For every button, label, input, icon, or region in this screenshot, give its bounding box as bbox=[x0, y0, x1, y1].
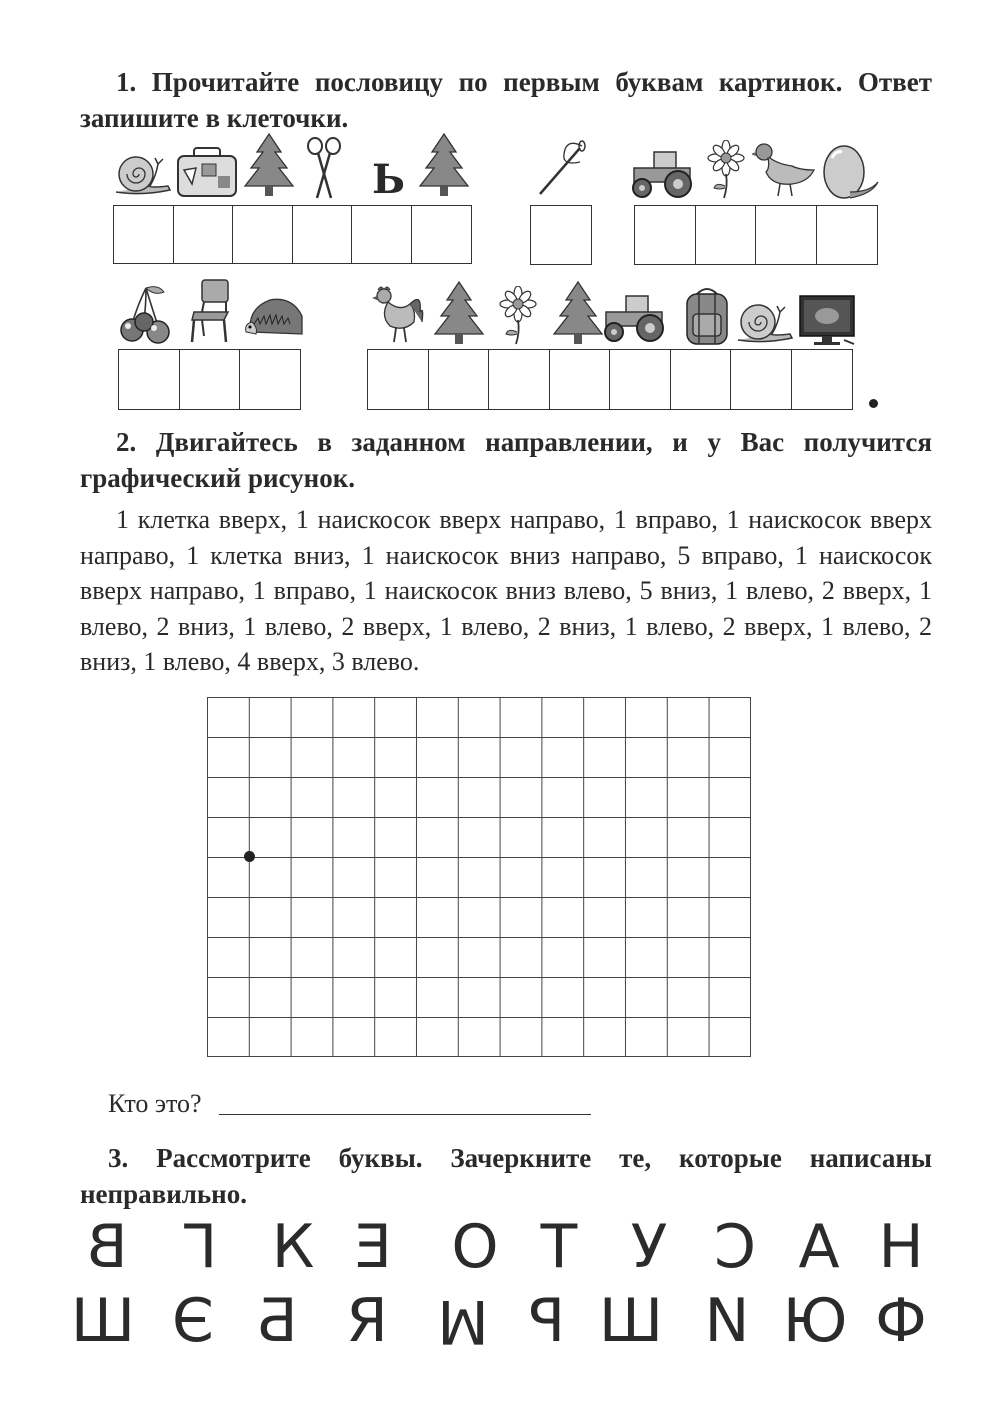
monitor-icon bbox=[798, 294, 858, 348]
letter-item[interactable]: Я bbox=[346, 1286, 388, 1356]
answer-cell[interactable] bbox=[118, 349, 180, 410]
task2-title bbox=[80, 424, 932, 496]
snail-icon bbox=[112, 150, 174, 198]
letter-item[interactable]: У bbox=[630, 1212, 668, 1282]
answer-cells-word5 bbox=[367, 349, 851, 410]
answer-cells-word1 bbox=[113, 205, 470, 264]
chair-icon bbox=[188, 278, 234, 344]
drawing-grid[interactable] bbox=[207, 697, 751, 1057]
answer-cell[interactable] bbox=[755, 205, 817, 265]
answer-cell[interactable] bbox=[113, 205, 174, 264]
task3-title bbox=[80, 1140, 932, 1212]
letter-item[interactable]: С bbox=[714, 1212, 756, 1282]
answer-cell[interactable] bbox=[609, 349, 671, 410]
task1-number: 1. bbox=[116, 67, 137, 97]
answer-cell[interactable] bbox=[351, 205, 412, 264]
backpack-icon bbox=[683, 286, 731, 346]
task3-number: 3. bbox=[108, 1143, 129, 1173]
task2-text: Двигайтесь в заданном направлении, и у Вас получится графический рисунок. bbox=[80, 427, 932, 493]
letter-item[interactable]: Ю bbox=[782, 1286, 848, 1356]
task2-question: Кто это? bbox=[108, 1089, 202, 1118]
hedgehog-icon bbox=[244, 294, 304, 340]
fir-tree-icon bbox=[552, 280, 604, 346]
answer-cell[interactable] bbox=[239, 349, 301, 410]
letter-item[interactable]: N bbox=[704, 1286, 750, 1356]
answer-line[interactable] bbox=[219, 1114, 591, 1115]
answer-cell[interactable] bbox=[428, 349, 490, 410]
answer-cell[interactable] bbox=[549, 349, 611, 410]
needle-icon bbox=[536, 136, 592, 198]
flower-icon bbox=[496, 286, 540, 346]
letter-item[interactable]: Ш bbox=[598, 1286, 664, 1356]
letter-item[interactable]: М bbox=[437, 1286, 489, 1356]
egg-icon bbox=[820, 144, 880, 200]
letter-item[interactable]: Р bbox=[528, 1286, 566, 1356]
scissors-icon bbox=[305, 136, 343, 200]
answer-cell[interactable] bbox=[367, 349, 429, 410]
snail-icon bbox=[734, 298, 796, 346]
letter-item[interactable]: Ш bbox=[70, 1286, 136, 1356]
letter-item[interactable]: Г bbox=[180, 1212, 218, 1282]
fir-tree-icon bbox=[433, 280, 485, 346]
answer-cell[interactable] bbox=[411, 205, 472, 264]
answer-cells-word4 bbox=[118, 349, 300, 410]
letter-item[interactable]: А bbox=[798, 1212, 840, 1282]
letter-item[interactable]: Н bbox=[878, 1212, 924, 1282]
answer-cell[interactable] bbox=[634, 205, 696, 265]
task1-title bbox=[80, 64, 932, 136]
cherry-icon bbox=[118, 284, 174, 346]
letter-item[interactable]: К bbox=[271, 1212, 315, 1282]
answer-cell[interactable] bbox=[292, 205, 353, 264]
answer-cell[interactable] bbox=[488, 349, 550, 410]
answer-cell[interactable] bbox=[791, 349, 853, 410]
letter-item[interactable]: Ф bbox=[875, 1286, 927, 1356]
answer-cell[interactable] bbox=[816, 205, 878, 265]
letter-item[interactable]: В bbox=[86, 1212, 128, 1282]
answer-cells-word3 bbox=[634, 205, 876, 265]
answer-cell[interactable] bbox=[530, 205, 592, 265]
sentence-end-dot bbox=[869, 399, 878, 408]
answer-cell[interactable] bbox=[173, 205, 234, 264]
duck-icon bbox=[752, 140, 816, 200]
answer-cell[interactable] bbox=[179, 349, 241, 410]
fir-tree-icon bbox=[418, 132, 470, 198]
task1-text: Прочитайте пословицу по первым буквам картинок. Ответ запишите в клеточки. bbox=[80, 67, 932, 133]
rooster-icon bbox=[370, 282, 424, 346]
letter-item[interactable]: Е bbox=[354, 1212, 392, 1282]
answer-cell[interactable] bbox=[695, 205, 757, 265]
letter-item[interactable]: Б bbox=[256, 1286, 298, 1356]
answer-cell[interactable] bbox=[730, 349, 792, 410]
tractor-icon bbox=[630, 148, 698, 200]
task2-instructions: 1 клетка вверх, 1 наискосок вверх направо, 1 вправо, 1 наискосок вверх направо, 1 клетка вниз, 1 наискосок вниз направо, 5 вправо, 1 наискосок вверх направо, 1 вправо, 1 наискосок вниз влево, 5 вниз, 1 влево, 2 вверх, 1 влево, 2 вниз, 1 влево, 2 вверх, 1 влево, 2 вниз, 1 влево, 2 вверх, 1 влево, 2 вниз, 1 влево, 4 вверх, 3 влево. bbox=[80, 505, 932, 676]
task3-text: Рассмотрите буквы. Зачеркните те, которые написаны неправильно. bbox=[80, 1143, 932, 1209]
answer-cells-word2 bbox=[530, 205, 591, 265]
suitcase-icon bbox=[176, 146, 238, 198]
grid-start-point bbox=[244, 851, 255, 862]
letter-item[interactable]: О bbox=[451, 1212, 499, 1282]
fir-tree-icon bbox=[243, 132, 295, 198]
tractor-icon bbox=[602, 292, 670, 344]
soft-sign-letter: Ь bbox=[372, 156, 406, 203]
letter-item[interactable]: Є bbox=[172, 1286, 214, 1356]
answer-cell[interactable] bbox=[670, 349, 732, 410]
answer-cell[interactable] bbox=[232, 205, 293, 264]
task2-number: 2. bbox=[116, 427, 137, 457]
flower-icon bbox=[704, 140, 748, 200]
letter-item[interactable]: Т bbox=[540, 1212, 578, 1282]
